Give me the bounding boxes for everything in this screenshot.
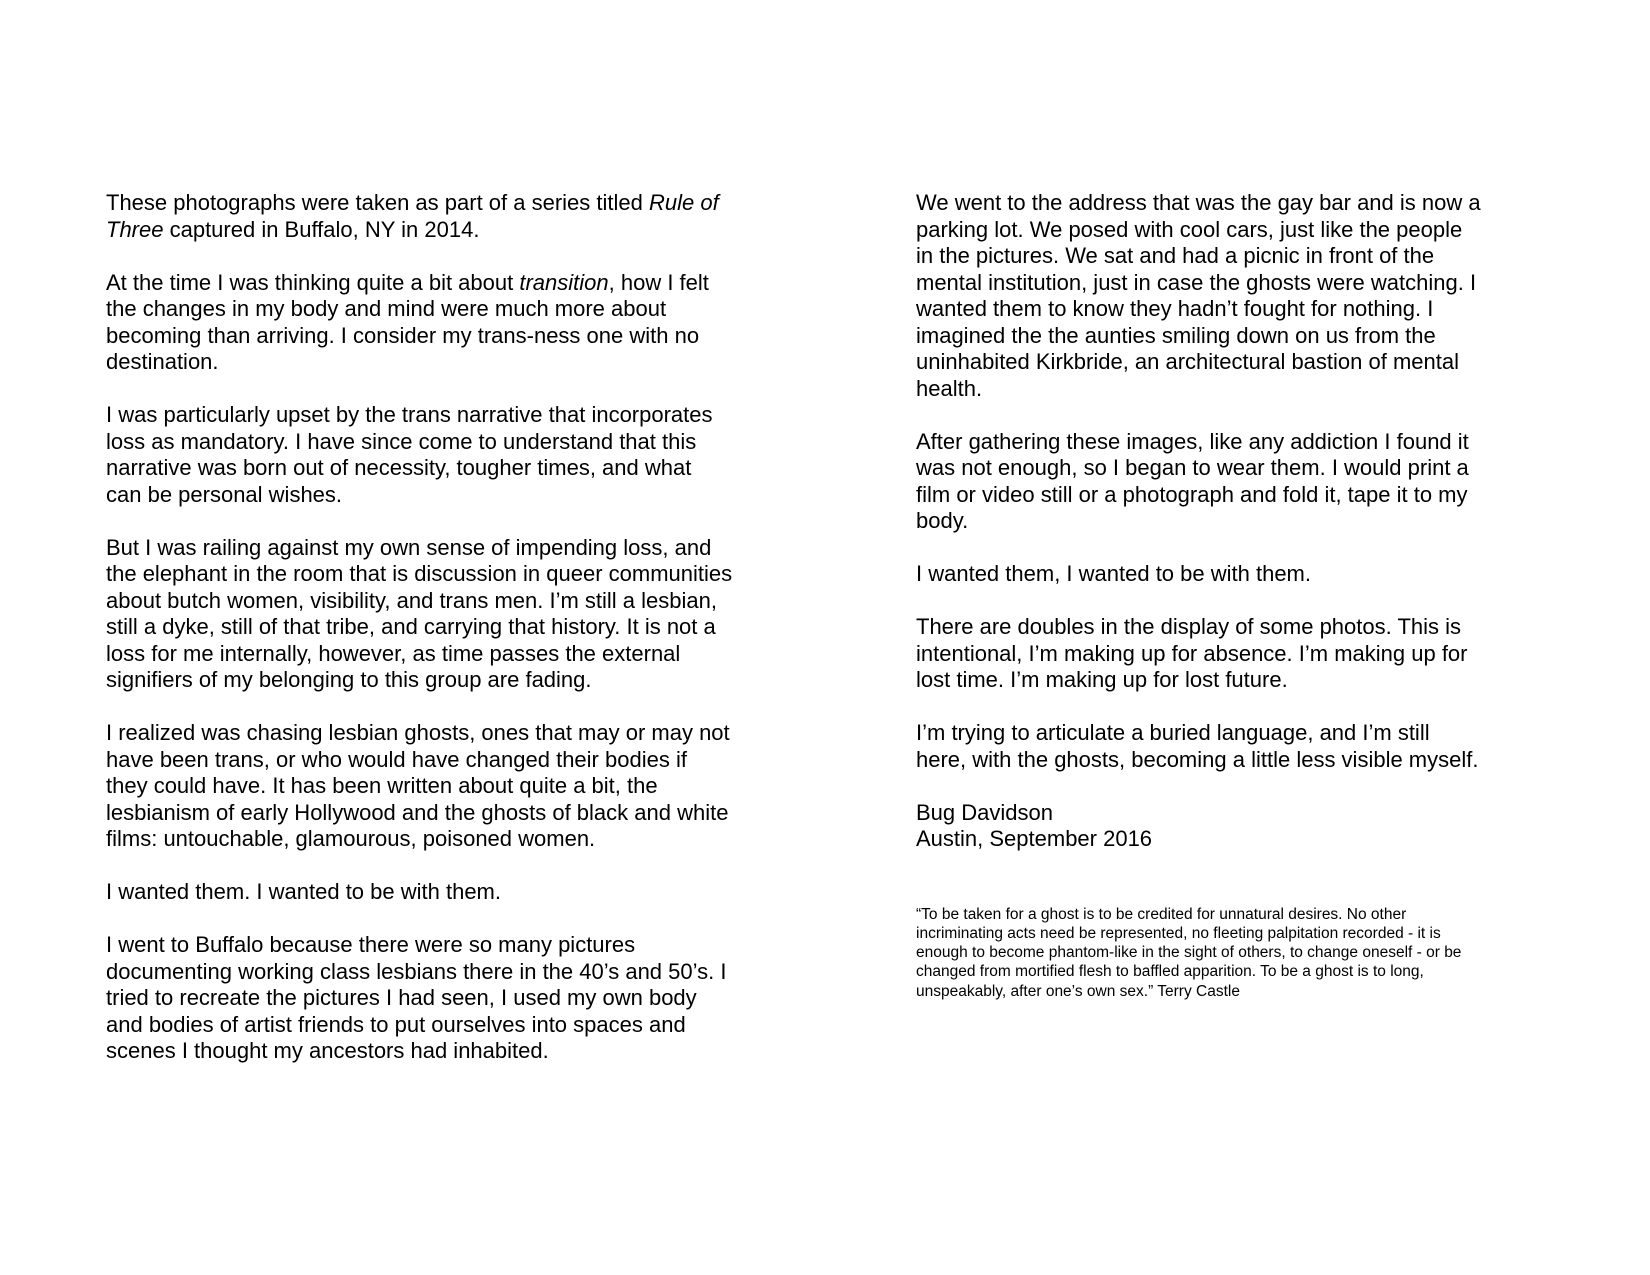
quote-line: incriminating acts need be represented, no fleeting palpitation recorded - it is [916, 924, 1441, 942]
paragraph-gay-bar [916, 190, 1536, 402]
text-line: health. [916, 375, 983, 401]
text-fragment: At the time I was thinking quite a bit about [106, 269, 520, 295]
left-column [106, 190, 776, 1091]
text-line: imagined the the aunties smiling down on us from the [916, 322, 1436, 348]
text-line: I was particularly upset by the trans narrative that incorporates [106, 402, 713, 427]
series-title-italic: Three [106, 216, 164, 242]
text-line: still a dyke, still of that tribe, and carrying that history. It is not a [106, 614, 716, 639]
paragraph-trans-narrative [106, 402, 776, 508]
text-line: film or video still or a photograph and fold it, tape it to my [916, 481, 1468, 507]
text-line [106, 270, 776, 297]
text-line: the changes in my body and mind were much more about [106, 296, 667, 321]
text-line: was not enough, so I began to wear them. I would print a [916, 455, 1469, 480]
text-line: mental institution, just in case the ghosts were watching. I [916, 269, 1477, 295]
text-line: becoming than arriving. I consider my trans-ness one with no [106, 322, 700, 348]
text-line: uninhabited Kirkbride, an architectural bastion of mental [916, 349, 1459, 374]
text-line: wanted them to know they hadn’t fought for nothing. I [916, 296, 1434, 321]
text-line: can be personal wishes. [106, 481, 343, 507]
text-line: loss for me internally, however, as time passes the external [106, 640, 681, 666]
text-line: destination. [106, 349, 219, 374]
text-line: and bodies of artist friends to put ourselves into spaces and [106, 1011, 686, 1037]
text-fragment: , how I felt [608, 269, 709, 295]
text-line: tried to recreate the pictures I had seen, I used my own body [106, 985, 697, 1010]
text-line: But I was railing against my own sense of impending loss, and [106, 534, 712, 560]
text-line: I went to Buffalo because there were so many pictures [106, 932, 636, 957]
text-line: lost time. I’m making up for lost future. [916, 667, 1288, 692]
text-line: parking lot. We posed with cool cars, just like the people [916, 216, 1463, 242]
text-line: I wanted them. I wanted to be with them. [106, 879, 501, 904]
text-line: documenting working class lesbians there in the 40’s and 50’s. I [106, 958, 727, 984]
text-line: in the pictures. We sat and had a picnic in front of the [916, 243, 1435, 268]
text-line: here, with the ghosts, becoming a little less visible myself. [916, 746, 1479, 772]
text-line: After gathering these images, like any addiction I found it [916, 428, 1469, 454]
transition-italic: transition [519, 269, 609, 295]
text-line: about butch women, visibility, and trans men. I’m still a lesbian, [106, 587, 717, 613]
paragraph-doubles [916, 614, 1536, 694]
quote-line: changed from mortified flesh to baffled apparition. To be a ghost is to long, [916, 963, 1424, 981]
paragraph-transition [106, 270, 776, 376]
author-name: Bug Davidson [916, 799, 1053, 825]
text-line: body. [916, 508, 969, 533]
text-line: We went to the address that was the gay bar and is now a [916, 190, 1481, 215]
text-line: I realized was chasing lesbian ghosts, ones that may or may not [106, 720, 730, 745]
quote-line: “To be taken for a ghost is to be credited for unnatural desires. No other [916, 905, 1407, 923]
text-line [106, 190, 776, 217]
paragraph-wear-them [916, 429, 1536, 535]
right-column [916, 190, 1536, 1001]
quote-line: unspeakably, after one’s own sex.” Terry Castle [916, 982, 1240, 1000]
paragraph-series-intro [106, 190, 776, 243]
paragraph-impending-loss [106, 535, 776, 694]
text-line: have been trans, or who would have changed their bodies if [106, 746, 687, 772]
paragraph-wanted-them [916, 561, 1536, 588]
text-line: signifiers of my belonging to this group are fading. [106, 667, 592, 692]
quote-line: enough to become phantom-like in the sight of others, to change oneself - or be [916, 944, 1462, 962]
place-date: Austin, September 2016 [916, 826, 1153, 851]
text-line: I wanted them, I wanted to be with them. [916, 561, 1311, 586]
text-line [106, 217, 776, 244]
paragraph-wanted-them [106, 879, 776, 906]
text-fragment: These photographs were taken as part of a series titled [106, 190, 649, 215]
series-title-italic: Rule of [648, 190, 719, 215]
signature-block [916, 800, 1536, 853]
paragraph-lesbian-ghosts [106, 720, 776, 853]
text-line: the elephant in the room that is discussion in queer communities [106, 561, 733, 586]
text-line: intentional, I’m making up for absence. I’m making up for [916, 640, 1468, 666]
text-line: lesbianism of early Hollywood and the ghosts of black and white [106, 799, 729, 825]
text-line: films: untouchable, glamourous, poisoned women. [106, 826, 596, 851]
text-line: narrative was born out of necessity, tougher times, and what [106, 455, 692, 480]
text-line: I’m trying to articulate a buried language, and I’m still [916, 720, 1430, 745]
text-fragment: captured in Buffalo, NY in 2014. [163, 216, 480, 242]
text-line: scenes I thought my ancestors had inhabited. [106, 1038, 549, 1063]
text-line: loss as mandatory. I have since come to understand that this [106, 428, 697, 454]
text-line: they could have. It has been written about quite a bit, the [106, 773, 658, 798]
text-line: There are doubles in the display of some photos. This is [916, 614, 1462, 639]
paragraph-buried-language [916, 720, 1536, 773]
epigraph-quote [916, 905, 1536, 1001]
paragraph-buffalo [106, 932, 776, 1065]
